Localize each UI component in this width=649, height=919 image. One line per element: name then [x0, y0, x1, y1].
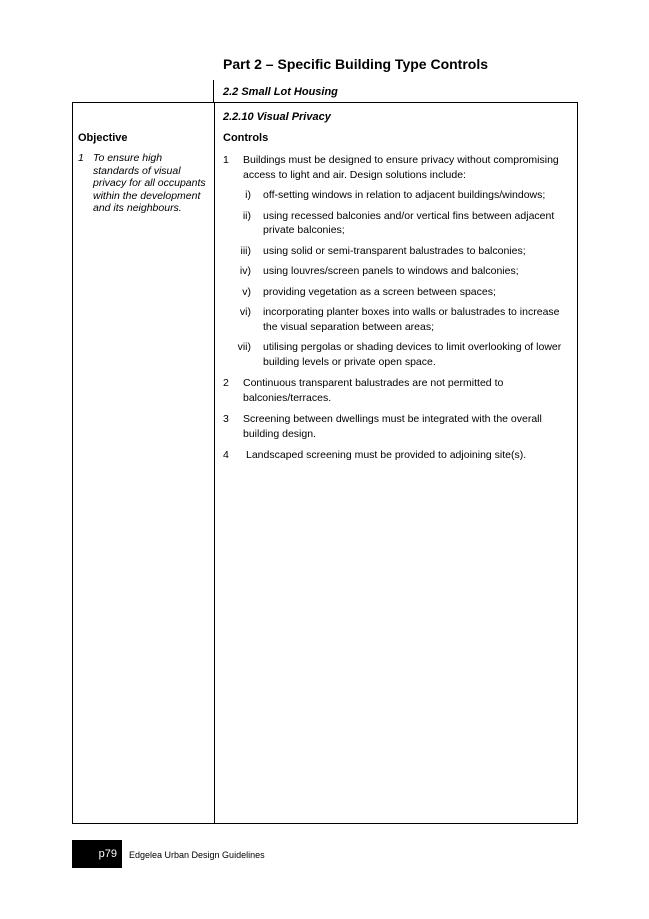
solution-number: ii) — [242, 209, 251, 222]
design-solution-item — [223, 209, 575, 238]
design-solution-item — [223, 340, 575, 369]
control-text: Screening between dwellings must be integrated with the overall building design. — [243, 413, 542, 440]
solution-number: i) — [245, 189, 251, 201]
control-text: Continuous transparent balustrades are not permitted to balconies/terraces. — [243, 377, 504, 404]
subsection-title: 2.2.10 Visual Privacy — [223, 111, 331, 123]
control-item — [223, 376, 575, 405]
solution-text: incorporating planter boxes into walls or balustrades to increase the visual separation between areas; — [263, 306, 560, 333]
control-number: 1 — [223, 154, 229, 166]
objective-text: To ensure high standards of visual privacy for all occupants within the development and its neighbours. — [93, 152, 206, 215]
solution-text: providing vegetation as a screen between spaces; — [263, 285, 496, 298]
column-divider-top — [213, 80, 214, 103]
design-solution-item — [223, 244, 575, 259]
solution-number: iii) — [240, 244, 251, 257]
objective-number: 1 — [78, 152, 84, 164]
control-number: 4 — [223, 449, 229, 461]
design-solutions-list — [223, 188, 575, 369]
solution-text: using solid or semi-transparent balustrades to balconies; — [263, 244, 526, 257]
controls-list — [223, 153, 575, 470]
solution-number: v) — [242, 285, 251, 298]
solution-text: using louvres/screen panels to windows and balconies; — [263, 265, 519, 277]
page-title: Part 2 – Specific Building Type Controls — [223, 56, 489, 72]
page-number: p79 — [98, 848, 117, 860]
footer-title: Edgelea Urban Design Guidelines — [129, 850, 265, 860]
objective-heading: Objective — [78, 132, 128, 144]
solution-text: using recessed balconies and/or vertical fins between adjacent private balconies; — [263, 209, 555, 236]
control-text: Landscaped screening must be provided to adjoining site(s). — [246, 449, 527, 461]
solution-text: off-setting windows in relation to adjacent buildings/windows; — [263, 189, 546, 201]
control-text: Buildings must be designed to ensure privacy without compromising access to light and air. Design solutions include: — [243, 154, 559, 181]
solution-number: vi) — [239, 306, 251, 318]
design-solution-item — [223, 188, 575, 203]
control-item — [223, 412, 575, 441]
design-solution-item — [223, 305, 575, 334]
control-item — [223, 448, 575, 463]
solution-number: vii) — [237, 341, 251, 353]
control-number: 3 — [223, 413, 229, 425]
objective-item — [78, 152, 208, 215]
solution-number: iv) — [239, 265, 251, 277]
control-number: 2 — [223, 377, 229, 389]
control-item — [223, 153, 575, 369]
section-title: 2.2 Small Lot Housing — [223, 86, 338, 98]
footer-page-badge — [72, 840, 122, 868]
controls-table — [72, 102, 578, 824]
solution-text: utilising pergolas or shading devices to limit overlooking of lower building levels or private open space. — [263, 341, 562, 368]
column-divider — [214, 103, 215, 823]
design-solution-item — [223, 264, 575, 279]
controls-heading: Controls — [223, 132, 269, 144]
design-solution-item — [223, 285, 575, 300]
